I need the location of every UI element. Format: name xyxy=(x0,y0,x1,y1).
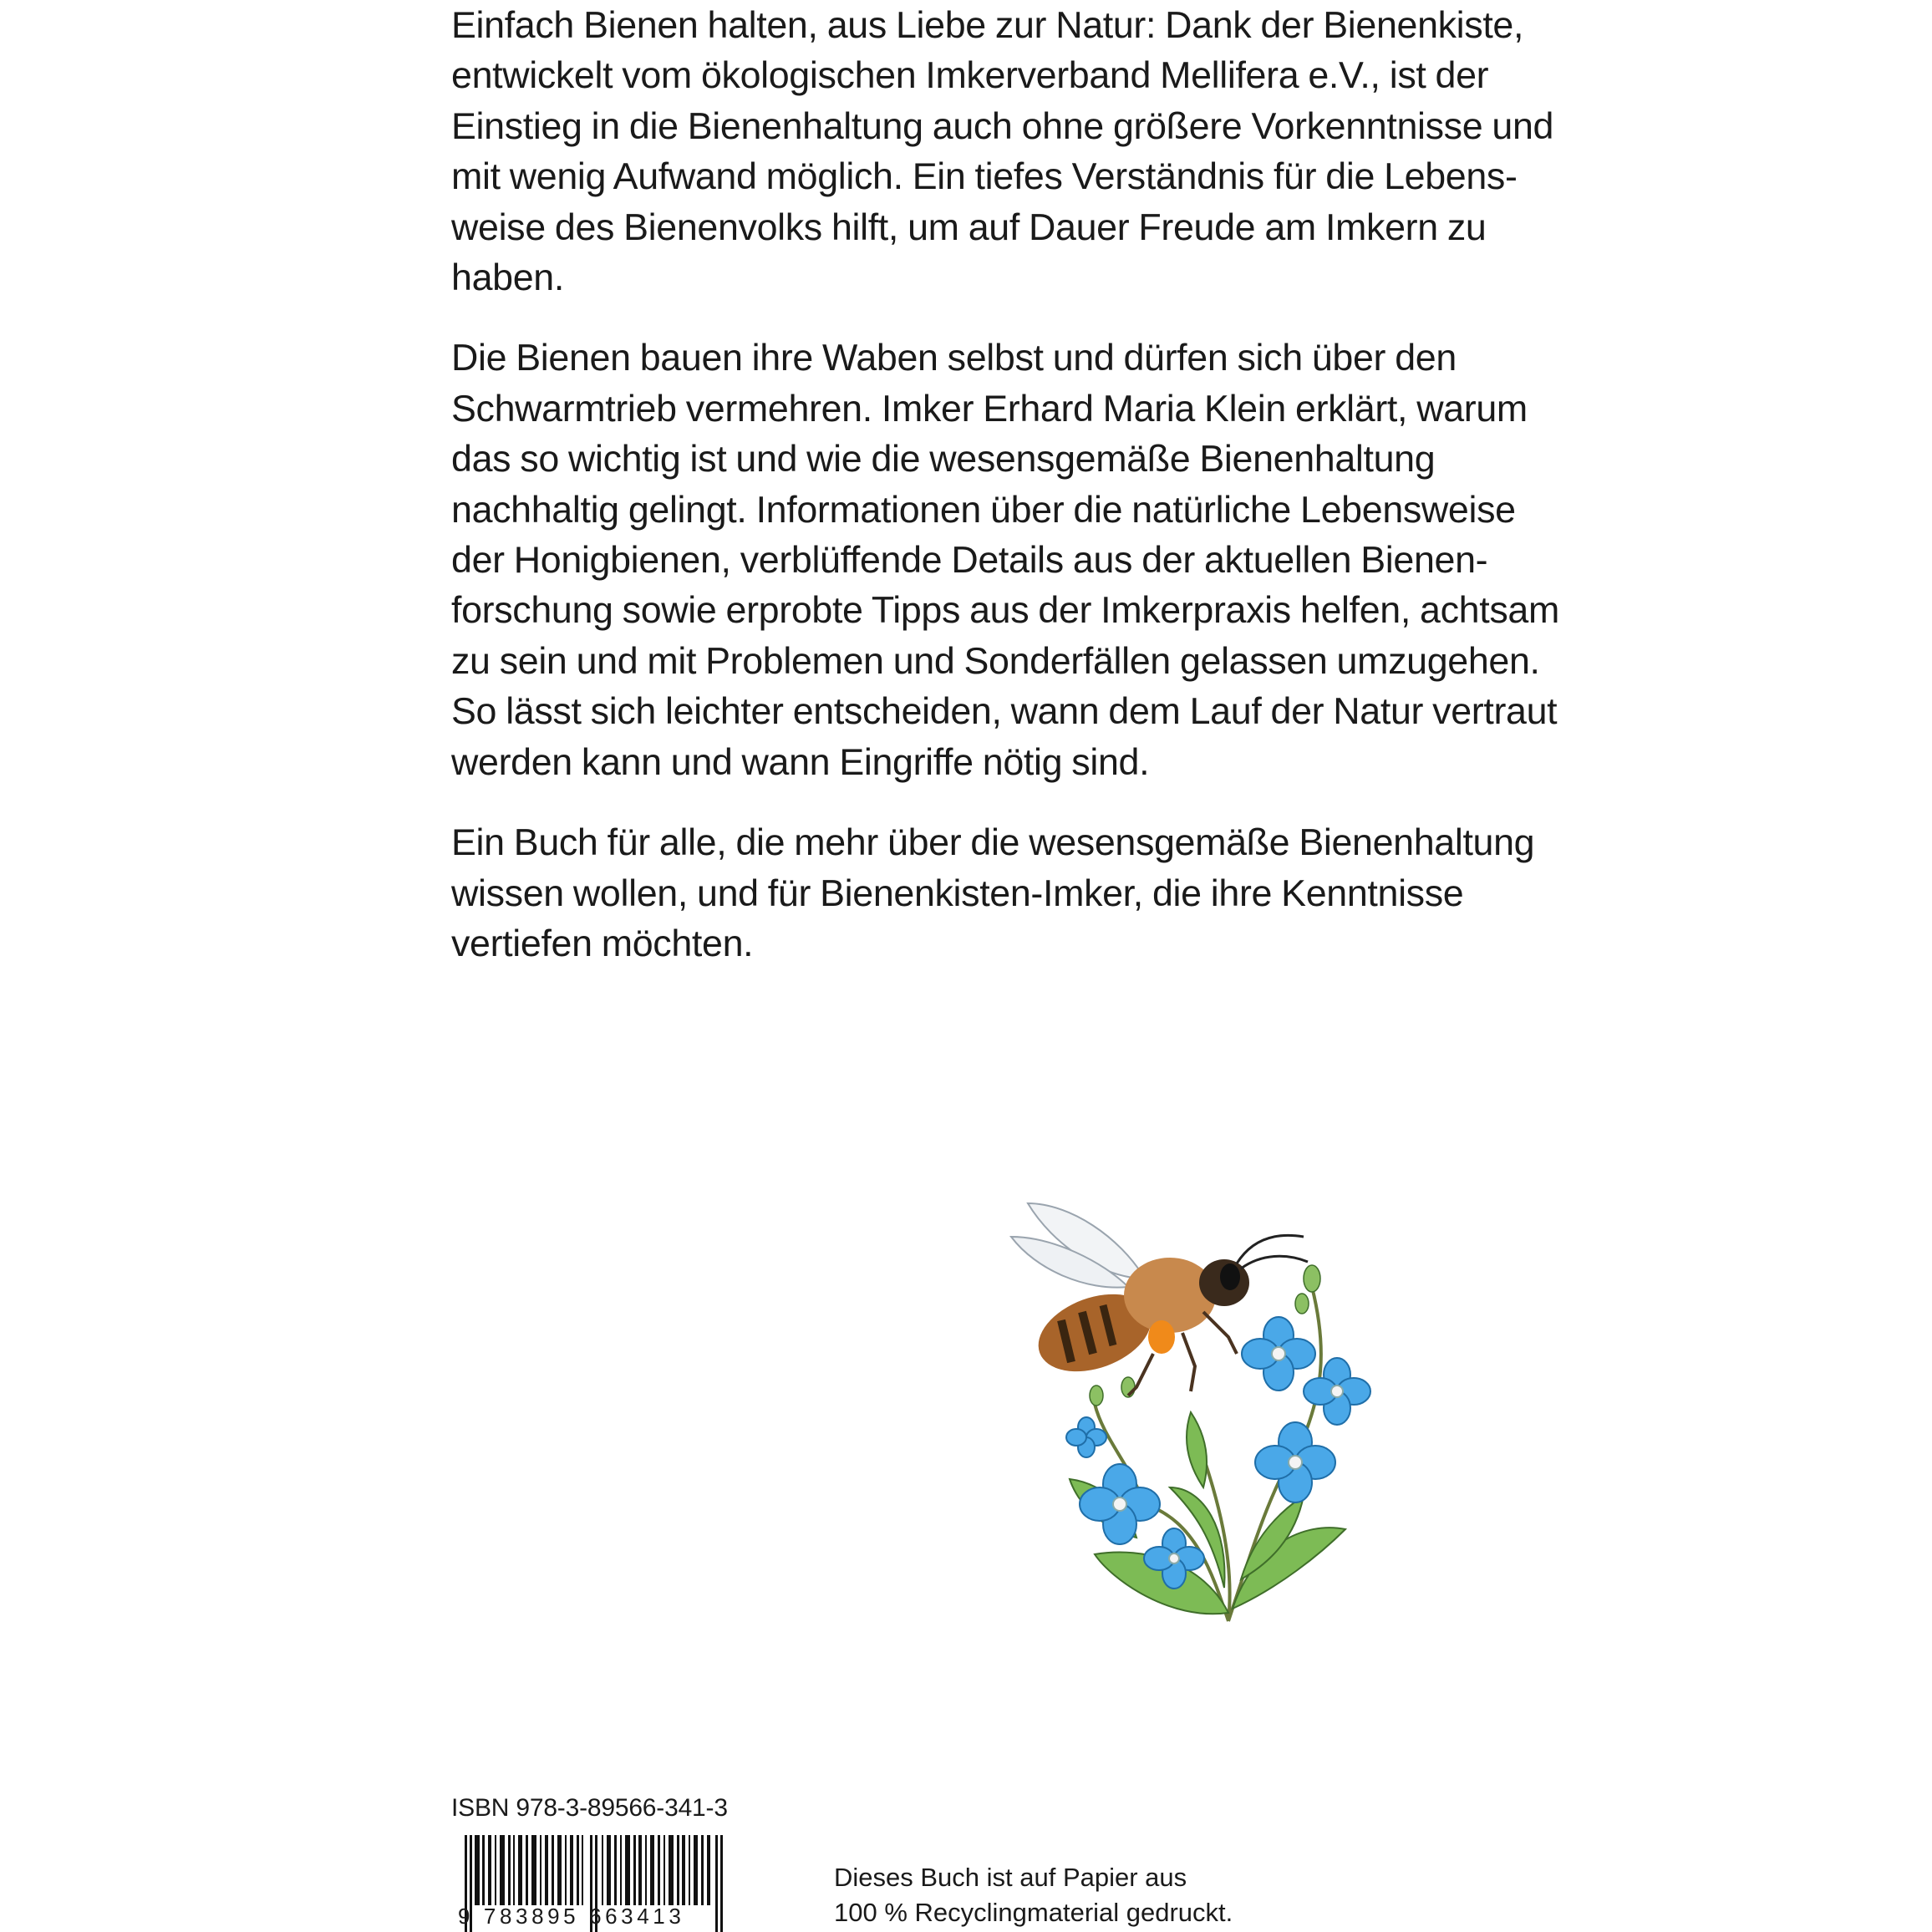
text-line: forschung sowie erprobte Tipps aus der Imkerpraxis helfen, achtsam xyxy=(451,589,1559,632)
paragraph-intro xyxy=(451,0,1554,303)
text-line: Einfach Bienen halten, aus Liebe zur Natur: Dank der Bienenkiste, xyxy=(451,4,1524,46)
isbn-number: ISBN 978-3-89566-341-3 xyxy=(451,1794,728,1822)
text-line: wissen wollen, und für Bienenkisten-Imker, die ihre Kenntnisse xyxy=(451,872,1464,914)
text-line: der Honigbienen, verblüffende Details aus der aktuellen Bienen- xyxy=(451,539,1488,582)
text-line: haben. xyxy=(451,257,564,299)
barcode-digits: 9 783895 663413 xyxy=(458,1904,685,1929)
text-line: weise des Bienenvolks hilft, um auf Dauer Freude am Imkern zu xyxy=(451,206,1487,248)
text-line: Schwarmtrieb vermehren. Imker Erhard Maria Klein erklärt, warum xyxy=(451,387,1528,430)
text-line: Die Bienen bauen ihre Waben selbst und dürfen sich über den xyxy=(451,337,1457,379)
text-line: mit wenig Aufwand möglich. Ein tiefes Verständnis für die Lebens- xyxy=(451,155,1518,198)
text-line: das so wichtig ist und wie die wesensgemäße Bienenhaltung xyxy=(451,438,1436,480)
text-line: Ein Buch für alle, die mehr über die wesensgemäße Bienenhaltung xyxy=(451,821,1535,864)
recycling-note-line: 100 % Recyclingmaterial gedruckt. xyxy=(834,1898,1233,1927)
recycling-note xyxy=(834,1860,1233,1930)
paragraph-audience xyxy=(451,817,1535,969)
text-line: zu sein und mit Problemen und Sonderfällen gelassen umzugehen. xyxy=(451,639,1540,682)
text-line: nachhaltig gelingt. Informationen über die natürliche Lebensweise xyxy=(451,488,1516,531)
bee-and-flower-illustration xyxy=(1003,1187,1404,1655)
text-line: vertiefen möchten. xyxy=(451,922,754,964)
text-line: So lässt sich leichter entscheiden, wann dem Lauf der Natur vertraut xyxy=(451,690,1558,733)
paragraph-details xyxy=(451,333,1559,787)
text-line: werden kann und wann Eingriffe nötig sind. xyxy=(451,740,1150,783)
text-line: Einstieg in die Bienenhaltung auch ohne größere Vorkenntnisse und xyxy=(451,104,1554,147)
recycling-note-line: Dieses Buch ist auf Papier aus xyxy=(834,1863,1187,1892)
blurb-text xyxy=(451,0,1559,999)
text-line: entwickelt vom ökologischen Imkerverband Mellifera e.V., ist der xyxy=(451,54,1489,97)
